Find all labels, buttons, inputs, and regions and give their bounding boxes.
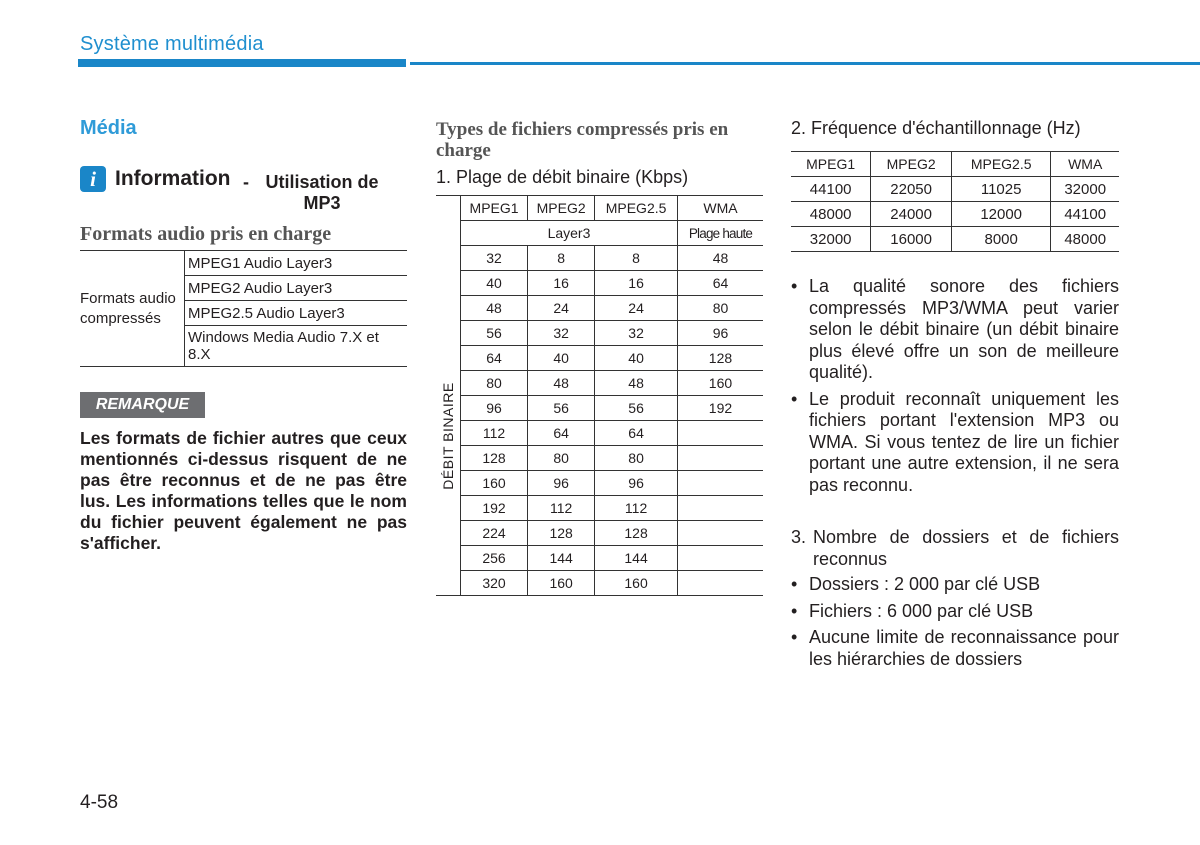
table-row [436,321,763,346]
table-cell: 24 [595,296,678,321]
format-item: MPEG1 Audio Layer3 [185,251,408,276]
table-cell: 192 [461,496,528,521]
column-header: MPEG2 [528,196,595,221]
table-cell: 16 [595,271,678,296]
types-heading: Types de fichiers compressés pris en charge [436,119,729,161]
page-number: 4-58 [80,792,119,813]
format-item: MPEG2 Audio Layer3 [185,276,408,301]
table-cell: 40 [461,271,528,296]
count-heading [791,527,1119,570]
page-title: Média [80,117,137,139]
format-item: MPEG2.5 Audio Layer3 [185,301,408,326]
table-row [436,496,763,521]
table-cell [677,496,763,521]
table-cell: 64 [595,421,678,446]
table-cell: 144 [528,546,595,571]
table-cell: 128 [461,446,528,471]
freq-table [791,151,1119,252]
section-title: Système multimédia [80,33,264,55]
table-cell: 160 [595,571,678,596]
info-label: Information [115,167,231,190]
table-cell: 32 [595,321,678,346]
formats-table [80,250,407,367]
table-cell: 24000 [871,202,952,227]
table-cell [677,471,763,496]
layer-label: Layer3 [461,221,678,246]
table-cell: 40 [595,346,678,371]
table-cell: 16000 [871,227,952,252]
freq-caption: 2. Fréquence d'échantillonnage (Hz) [791,118,1081,138]
remark-text: Les formats de fichier autres que ceux mentionnés ci-dessus risquent de ne pas être reconnus et de ne pas être lus. Les informations telles que le nom du fichier peuvent également ne pas s'afficher. [80,428,407,553]
table-cell [677,546,763,571]
list-item: • Le produit reconnaît uniquement les fichiers portant l'extension MP3 ou WMA. Si vous tentez de lire un fichier portant une autre extension, il ne sera pas reconnu. [791,389,1119,497]
list-item: • Fichiers : 6 000 par clé USB [791,601,1119,623]
table-cell: 56 [528,396,595,421]
table-cell: 80 [677,296,763,321]
table-row [791,177,1119,202]
table-cell: 44100 [791,177,871,202]
table-cell: 144 [595,546,678,571]
table-cell: 32 [528,321,595,346]
table-row [436,546,763,571]
table-row [436,396,763,421]
table-cell: 80 [461,371,528,396]
table-cell: 256 [461,546,528,571]
column-header: WMA [1051,152,1119,177]
table-cell: 40 [528,346,595,371]
table-cell: 8 [595,246,678,271]
quality-bullets [791,276,1119,496]
table-row [436,446,763,471]
table-cell: 80 [528,446,595,471]
count-heading-text: Nombre de dossiers et de fichiers reconnus [813,527,1119,569]
table-cell: 12000 [951,202,1050,227]
table-cell: 48 [677,246,763,271]
table-cell: 32000 [791,227,871,252]
table-cell: 56 [595,396,678,421]
table-cell: 8 [528,246,595,271]
header-bar-accent [78,59,406,67]
table-cell: 32000 [1051,177,1119,202]
table-cell: 112 [528,496,595,521]
table-cell: 16 [528,271,595,296]
table-row [436,246,763,271]
table-row [436,471,763,496]
table-cell: 48000 [791,202,871,227]
count-number: 3. [791,527,807,547]
table-cell: 32 [461,246,528,271]
formats-row-header: Formats audio compressés [80,251,185,367]
table-cell [677,521,763,546]
table-cell [677,571,763,596]
format-item: Windows Media Audio 7.X et 8.X [185,326,408,367]
table-cell: 160 [528,571,595,596]
column-header: MPEG2 [871,152,952,177]
info-icon: i [80,166,106,192]
table-cell: 96 [461,396,528,421]
table-row [436,346,763,371]
column-header: MPEG2.5 [595,196,678,221]
table-row [436,271,763,296]
formats-heading: Formats audio pris en charge [80,223,332,245]
bitrate-caption: 1. Plage de débit binaire (Kbps) [436,167,689,187]
table-cell [677,421,763,446]
table-cell [677,446,763,471]
column-header: MPEG2.5 [951,152,1050,177]
table-cell: 44100 [1051,202,1119,227]
header-bar-line [410,62,1200,65]
table-cell: 96 [595,471,678,496]
remark-badge: REMARQUE [80,392,205,418]
table-row [436,371,763,396]
table-cell: 96 [528,471,595,496]
list-item: • Dossiers : 2 000 par clé USB [791,574,1119,596]
table-row [791,227,1119,252]
table-cell: 224 [461,521,528,546]
table-cell: 96 [677,321,763,346]
table-row [791,202,1119,227]
list-item: • Aucune limite de reconnaissance pour les hiérarchies de dossiers [791,627,1119,670]
table-row [436,521,763,546]
table-cell: 48 [528,371,595,396]
bitrate-table [436,195,763,596]
table-row [436,421,763,446]
table-cell: 24 [528,296,595,321]
table-cell: 128 [528,521,595,546]
table-cell: 128 [677,346,763,371]
side-label: DÉBIT BINAIRE [440,382,456,490]
side-label-cell [436,196,461,596]
table-cell: 22050 [871,177,952,202]
table-cell: 8000 [951,227,1050,252]
table-cell: 56 [461,321,528,346]
column-header: WMA [677,196,763,221]
table-cell: 11025 [951,177,1050,202]
wma-subheader: Plage haute [677,221,763,246]
count-bullets [791,574,1119,670]
table-cell: 48000 [1051,227,1119,252]
table-row [436,296,763,321]
table-cell: 48 [595,371,678,396]
table-cell: 64 [677,271,763,296]
table-cell: 112 [461,421,528,446]
info-dash: - [243,172,249,192]
table-cell: 160 [677,371,763,396]
table-cell: 64 [461,346,528,371]
table-cell: 48 [461,296,528,321]
table-row [436,571,763,596]
table-cell: 320 [461,571,528,596]
table-cell: 64 [528,421,595,446]
list-item: • La qualité sonore des fichiers compressés MP3/WMA peut varier selon le débit binaire (un débit binaire plus élevé offre un son de meilleure qualité). [791,276,1119,384]
table-cell: 112 [595,496,678,521]
table-cell: 192 [677,396,763,421]
table-cell: 80 [595,446,678,471]
column-header: MPEG1 [461,196,528,221]
column-header: MPEG1 [791,152,871,177]
table-cell: 128 [595,521,678,546]
info-subtitle: Utilisation de MP3 [265,172,379,213]
table-cell: 160 [461,471,528,496]
